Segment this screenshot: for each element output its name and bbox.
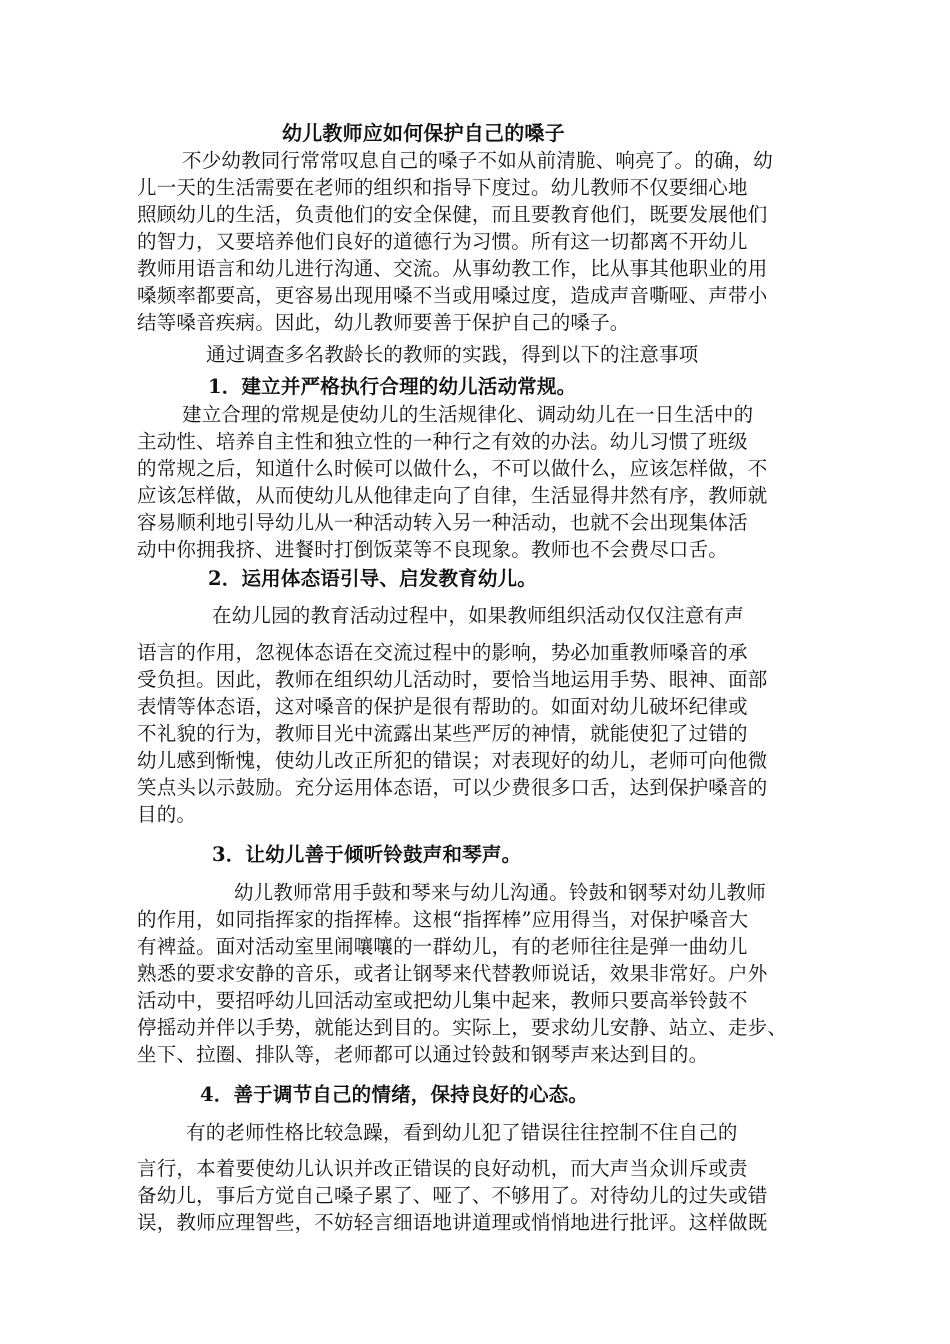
section-heading-1: 1．建立并严格执行合理的幼儿活动常规。 bbox=[208, 375, 577, 398]
section-1-line: 主动性、培养自主性和独立性的一种行之有效的办法。幼儿习惯了班级 bbox=[137, 430, 748, 453]
section-2-line: 不礼貌的行为，教师目光中流露出某些严厉的神情，就能使犯了过错的 bbox=[137, 722, 748, 745]
section-2-line: 目的。 bbox=[137, 803, 197, 826]
section-2-line: 在幼儿园的教育活动过程中，如果教师组织活动仅仅注意有声 bbox=[212, 604, 744, 627]
section-1-line: 容易顺利地引导幼儿从一种活动转入另一种活动，也就不会出现集体活 bbox=[137, 511, 748, 534]
intro-line: 照顾幼儿的生活，负责他们的安全保健，而且要教育他们，既要发展他们 bbox=[137, 203, 768, 226]
section-2-line: 语言的作用，忽视体态语在交流过程中的影响，势必加重教师嗓音的承 bbox=[137, 641, 748, 664]
section-2-line: 幼儿感到惭愧，使幼儿改正所犯的错误；对表现好的幼儿，老师可向他微 bbox=[137, 749, 768, 772]
section-4-line: 误，教师应理智些，不妨轻言细语地讲道理或悄悄地进行批评。这样做既 bbox=[137, 1211, 768, 1234]
section-1-line: 动中你拥我挤、进餐时打倒饭菜等不良现象。教师也不会费尽口舌。 bbox=[137, 538, 729, 561]
section-3-line: 活动中，要招呼幼儿回活动室或把幼儿集中起来，教师只要高举铃鼓不 bbox=[137, 989, 748, 1012]
section-heading-2: 2．运用体态语引导、启发教育幼儿。 bbox=[208, 567, 537, 590]
section-4-line: 备幼儿，事后方觉自己嗓子累了、哑了、不够用了。对待幼儿的过失或错 bbox=[137, 1184, 768, 1207]
section-3-line: 有裨益。面对活动室里闹嚷嚷的一群幼儿，有的老师往往是弹一曲幼儿 bbox=[137, 935, 748, 958]
section-3-line: 熟悉的要求安静的音乐，或者让钢琴来代替教师说话，效果非常好。户外 bbox=[137, 962, 768, 985]
intro-line: 的智力，又要培养他们良好的道德行为习惯。所有这一切都离不开幼儿 bbox=[137, 230, 748, 253]
intro-line: 教师用语言和幼儿进行沟通、交流。从事幼教工作，比从事其他职业的用 bbox=[137, 257, 768, 280]
section-3-line: 停摇动并伴以手势，就能达到目的。实际上，要求幼儿安静、站立、走步、 bbox=[137, 1016, 788, 1039]
section-3-line: 坐下、拉圈、排队等，老师都可以通过铃鼓和钢琴声来达到目的。 bbox=[137, 1043, 709, 1066]
section-4-line: 有的老师性格比较急躁，看到幼儿犯了错误往往控制不住自己的 bbox=[186, 1121, 738, 1144]
survey-line: 通过调查多名教龄长的教师的实践，得到以下的注意事项 bbox=[206, 343, 699, 366]
section-3-line: 的作用，如同指挥家的指挥棒。这根“指挥棒”应用得当，对保护嗓音大 bbox=[137, 908, 749, 931]
section-3-line: 幼儿教师常用手鼓和琴来与幼儿沟通。铃鼓和钢琴对幼儿教师 bbox=[234, 881, 766, 904]
section-2-line: 受负担。因此，教师在组织幼儿活动时，要恰当地运用手势、眼神、面部 bbox=[137, 668, 768, 691]
section-4-line: 言行，本着要使幼儿认识并改正错误的良好动机，而大声当众训斥或责 bbox=[137, 1157, 748, 1180]
intro-line: 嗓频率都要高，更容易出现用嗓不当或用嗓过度，造成声音嘶哑、声带小 bbox=[137, 284, 768, 307]
document-title: 幼儿教师应如何保护自己的嗓子 bbox=[282, 121, 565, 145]
section-heading-4: 4．善于调节自己的情绪，保持良好的心态。 bbox=[200, 1083, 589, 1106]
intro-line: 结等嗓音疾病。因此，幼儿教师要善于保护自己的嗓子。 bbox=[137, 311, 630, 334]
section-heading-3: 3．让幼儿善于倾听铃鼓声和琴声。 bbox=[212, 843, 522, 866]
section-2-line: 表情等体态语，这对嗓音的保护是很有帮助的。如面对幼儿破坏纪律或 bbox=[137, 695, 748, 718]
intro-line: 儿一天的生活需要在老师的组织和指导下度过。幼儿教师不仅要细心地 bbox=[137, 176, 748, 199]
section-2-line: 笑点头以示鼓励。充分运用体态语，可以少费很多口舌，达到保护嗓音的 bbox=[137, 776, 768, 799]
section-1-line: 应该怎样做，从而使幼儿从他律走向了自律，生活显得井然有序，教师就 bbox=[137, 484, 768, 507]
section-1-line: 建立合理的常规是使幼儿的生活规律化、调动幼儿在一日生活中的 bbox=[182, 403, 754, 426]
intro-line: 不少幼教同行常常叹息自己的嗓子不如从前清脆、响亮了。的确，幼 bbox=[182, 149, 774, 172]
section-1-line: 的常规之后，知道什么时候可以做什么，不可以做什么，应该怎样做，不 bbox=[137, 457, 768, 480]
